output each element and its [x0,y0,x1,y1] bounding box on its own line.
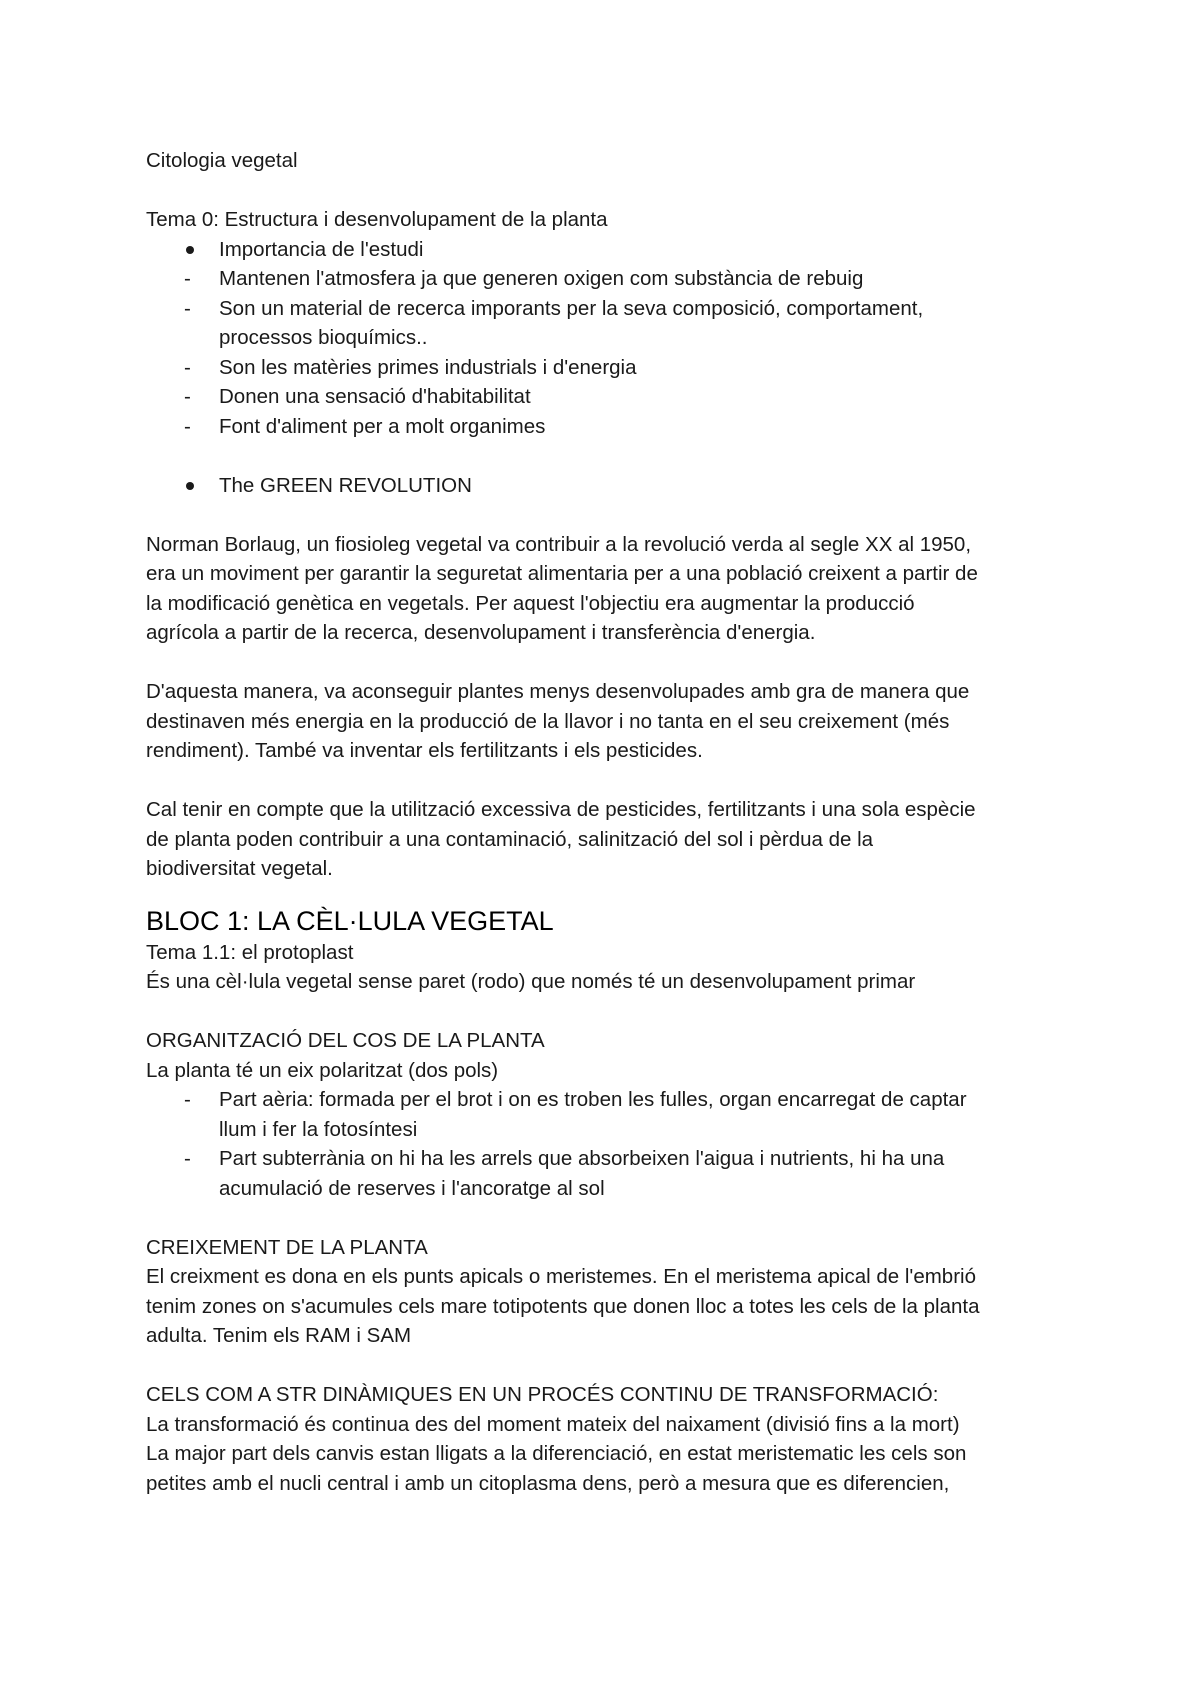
tema11-heading: Tema 1.1: el protoplast [146,940,354,964]
dash-marker: - [184,296,191,320]
dash-item-text: Part subterrània on hi ha les arrels que absorbeixen l'aigua i nutrients, hi ha una [219,1147,945,1170]
bloc1-heading: BLOC 1: LA CÈL·LULA VEGETAL [146,905,554,936]
paragraph-line: biodiversitat vegetal. [146,857,333,880]
dash-item-text: Mantenen l'atmosfera ja que generen oxigen com substància de rebuig [219,267,864,290]
tema0-heading: Tema 0: Estructura i desenvolupament de la planta [146,208,608,231]
dash-item-text: Part aèria: formada per el brot i on es troben les fulles, organ encarregat de captar [219,1088,967,1111]
bullet-dot-icon [186,246,194,254]
dash-item [146,1085,1066,1144]
organitzacio-heading: ORGANITZACIÓ DEL COS DE LA PLANTA [146,1029,545,1052]
bullet-text: Importancia de l'estudi [219,237,424,261]
dash-item-text: Son les matèries primes industrials i d'energia [219,355,637,379]
dash-marker: - [184,355,191,379]
dash-item-text: Donen una sensació d'habitabilitat [219,385,531,408]
paragraph-line: destinaven més energia en la producció de la llavor i no tanta en el seu creixement (més [146,709,950,733]
cels-heading: CELS COM A STR DINÀMIQUES EN UN PROCÉS CONTINU DE TRANSFORMACIÓ: [146,1383,939,1406]
dash-item-text: Son un material de recerca imporants per la seva composició, comportament, [219,296,924,320]
paragraph-line: la modificació genètica en vegetals. Per aquest l'objectiu era augmentar la producció [146,591,915,615]
dash-item-text-cont: acumulació de reserves i l'ancoratge al sol [219,1176,605,1200]
organitzacio-intro: La planta té un eix polaritzat (dos pols) [146,1058,499,1082]
document-title: Citologia vegetal [146,149,298,172]
paragraph-line: La transformació és continua des del moment mateix del naixament (divisió fins a la mort) [146,1412,960,1436]
dash-item [146,382,1066,412]
dash-marker: - [184,414,191,438]
dash-marker: - [184,1147,191,1170]
paragraph-line: D'aquesta manera, va aconseguir plantes menys desenvolupades amb gra de manera que [146,680,970,703]
paragraph [146,677,1066,766]
dash-marker: - [184,385,191,408]
dash-item [146,264,1066,294]
bullet-item [146,471,1066,501]
paragraph-line: rendiment). També va inventar els fertilitzants i els pesticides. [146,739,703,762]
dash-item-text: Font d'aliment per a molt organimes [219,414,546,438]
dash-item [146,294,1066,353]
paragraph-line: petites amb el nucli central i amb un citoplasma dens, però a mesura que es diferencien, [146,1471,950,1495]
dash-item [146,1144,1066,1203]
paragraph-line: El creixment es dona en els punts apicals o meristemes. En el meristema apical de l'embrió [146,1265,976,1288]
protoplast-description: És una cèl·lula vegetal sense paret (rodo) que només té un desenvolupament primar [146,970,916,993]
document-content [146,146,1066,1498]
paragraph-line: tenim zones on s'acumules cels mare totipotents que donen lloc a totes les cels de la planta [146,1294,980,1318]
dash-marker: - [184,1088,191,1111]
dash-marker: - [184,267,191,290]
bullet-item [146,235,1066,265]
paragraph [146,795,1066,884]
bullet-text: The GREEN REVOLUTION [219,473,472,497]
dash-item-text-cont: llum i fer la fotosíntesi [219,1117,418,1141]
paragraph-line: adulta. Tenim els RAM i SAM [146,1324,412,1347]
paragraph-line: Norman Borlaug, un fiosioleg vegetal va contribuir a la revolució verda al segle XX al 1950, [146,532,972,556]
dash-item-text-cont: processos bioquímics.. [219,326,428,349]
paragraph-line: La major part dels canvis estan lligats a la diferenciació, en estat meristematic les cels son [146,1442,967,1465]
dash-item [146,353,1066,383]
bullet-dot-icon [186,482,194,490]
paragraph-line: agrícola a partir de la recerca, desenvolupament i transferència d'energia. [146,621,816,644]
creixement-heading: CREIXEMENT DE LA PLANTA [146,1235,428,1259]
dash-item [146,412,1066,442]
paragraph-line: era un moviment per garantir la seguretat alimentaria per a una població creixent a partir de [146,562,978,585]
paragraph-line: Cal tenir en compte que la utilització excessiva de pesticides, fertilitzants i una sola espècie [146,798,976,821]
paragraph [146,530,1066,648]
paragraph-line: de planta poden contribuir a una contaminació, salinització del sol i pèrdua de la [146,827,874,851]
